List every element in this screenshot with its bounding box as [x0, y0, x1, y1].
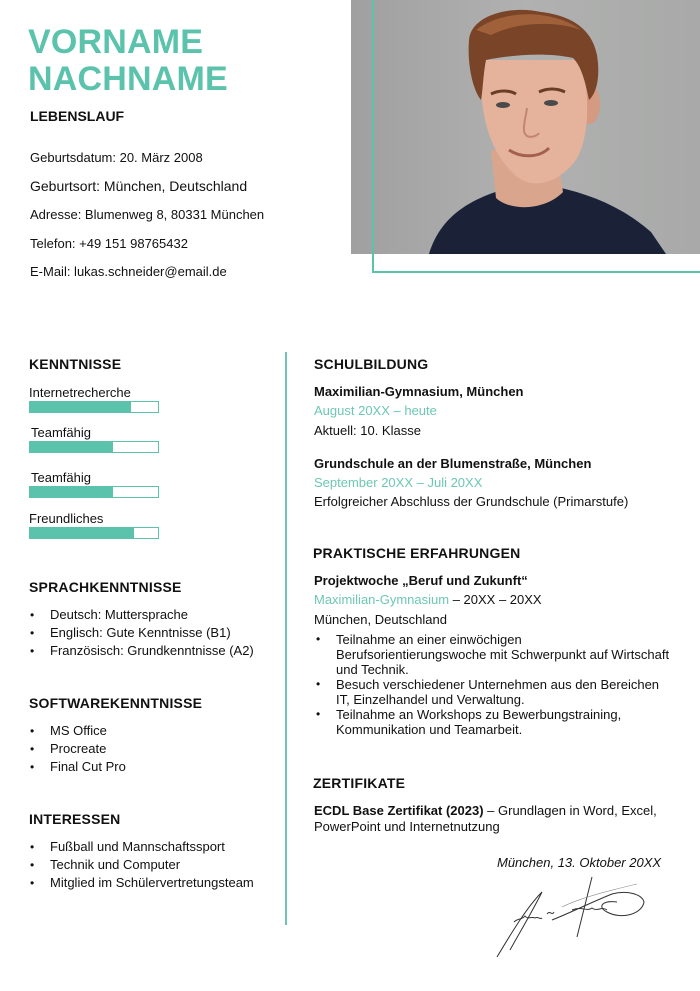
school-detail: Erfolgreicher Abschluss der Grundschule (Primarstufe)	[314, 494, 629, 509]
photo-frame-line-horizontal	[372, 271, 700, 273]
skill-bar-fill	[30, 528, 134, 538]
experience-heading: PRAKTISCHE ERFAHRUNGEN	[313, 545, 521, 561]
software-list	[29, 722, 126, 776]
skill-label: Internetrecherche	[29, 385, 131, 400]
certificate-entry	[314, 803, 674, 835]
skill-label: Teamfähig	[31, 425, 91, 440]
date-place: München, 13. Oktober 20XX	[497, 855, 662, 870]
profile-photo	[351, 0, 700, 254]
list-item: • Fußball und Mannschaftssport	[29, 838, 254, 856]
experience-period: – 20XX – 20XX	[449, 592, 542, 607]
birth-place: Geburtsort: München, Deutschland	[30, 178, 248, 194]
experience-org-line	[314, 592, 542, 607]
experience-bullets	[315, 632, 670, 737]
list-item: • Deutsch: Muttersprache	[29, 606, 254, 624]
list-item: • MS Office	[29, 722, 126, 740]
signature	[492, 872, 652, 962]
skill-bar	[29, 486, 159, 498]
school-period: August 20XX – heute	[314, 403, 437, 418]
list-item: • Besuch verschiedener Unternehmen aus den Bereichen IT, Einzelhandel und Verwaltung.	[315, 677, 670, 707]
list-item: • Mitglied im Schülervertretungsteam	[29, 874, 254, 892]
certificate-description: – Grundlagen in Word, Excel, PowerPoint und Internetnutzung	[314, 803, 657, 834]
skill-label: Teamfähig	[31, 470, 91, 485]
school-name: Maximilian-Gymnasium, München	[314, 384, 524, 399]
email: E-Mail: lukas.schneider@email.de	[30, 264, 227, 279]
skill-bar	[29, 527, 159, 539]
list-item: • Teilnahme an Workshops zu Bewerbungstraining, Kommunikation und Teamarbeit.	[315, 707, 670, 737]
first-name: VORNAME	[28, 23, 204, 61]
list-item: • Teilnahme an einer einwöchigen Berufsorientierungswoche mit Schwerpunkt auf Wirtschaft und Technik.	[315, 632, 670, 677]
experience-org: Maximilian-Gymnasium	[314, 592, 450, 607]
school-period: September 20XX – Juli 20XX	[314, 475, 483, 490]
last-name: NACHNAME	[28, 60, 228, 98]
interests-list	[29, 838, 254, 892]
education-heading: SCHULBILDUNG	[314, 356, 429, 372]
list-item: • Englisch: Gute Kenntnisse (B1)	[29, 624, 254, 642]
applicant-name	[28, 24, 228, 98]
certificate-name: ECDL Base Zertifikat (2023)	[314, 803, 484, 818]
school-name: Grundschule an der Blumenstraße, München	[314, 456, 592, 471]
list-item: • Procreate	[29, 740, 126, 758]
skill-label: Freundliches	[29, 511, 104, 526]
portrait-illustration	[351, 0, 700, 254]
skill-bar-fill	[30, 442, 113, 452]
column-divider	[285, 352, 287, 925]
phone: Telefon: +49 151 98765432	[30, 236, 188, 251]
school-detail: Aktuell: 10. Klasse	[314, 423, 421, 438]
skills-heading: KENNTNISSE	[29, 356, 122, 372]
skill-bar-fill	[30, 402, 131, 412]
list-item: • Französisch: Grundkenntnisse (A2)	[29, 642, 254, 660]
languages-list	[29, 606, 254, 660]
software-heading: SOFTWAREKENNTNISSE	[29, 695, 203, 711]
list-item: • Final Cut Pro	[29, 758, 126, 776]
address: Adresse: Blumenweg 8, 80331 München	[30, 207, 265, 222]
certificates-heading: ZERTIFIKATE	[313, 775, 406, 791]
skill-bar	[29, 441, 159, 453]
skill-bar	[29, 401, 159, 413]
experience-title: Projektwoche „Beruf und Zukunft“	[314, 573, 528, 588]
interests-heading: INTERESSEN	[29, 811, 121, 827]
photo-frame-line-vertical	[372, 0, 374, 273]
skill-bar-fill	[30, 487, 113, 497]
document-subtitle: LEBENSLAUF	[30, 108, 125, 124]
languages-heading: SPRACHKENNTNISSE	[29, 579, 182, 595]
experience-location: München, Deutschland	[314, 612, 447, 627]
birth-date: Geburtsdatum: 20. März 2008	[30, 150, 203, 165]
list-item: • Technik und Computer	[29, 856, 254, 874]
